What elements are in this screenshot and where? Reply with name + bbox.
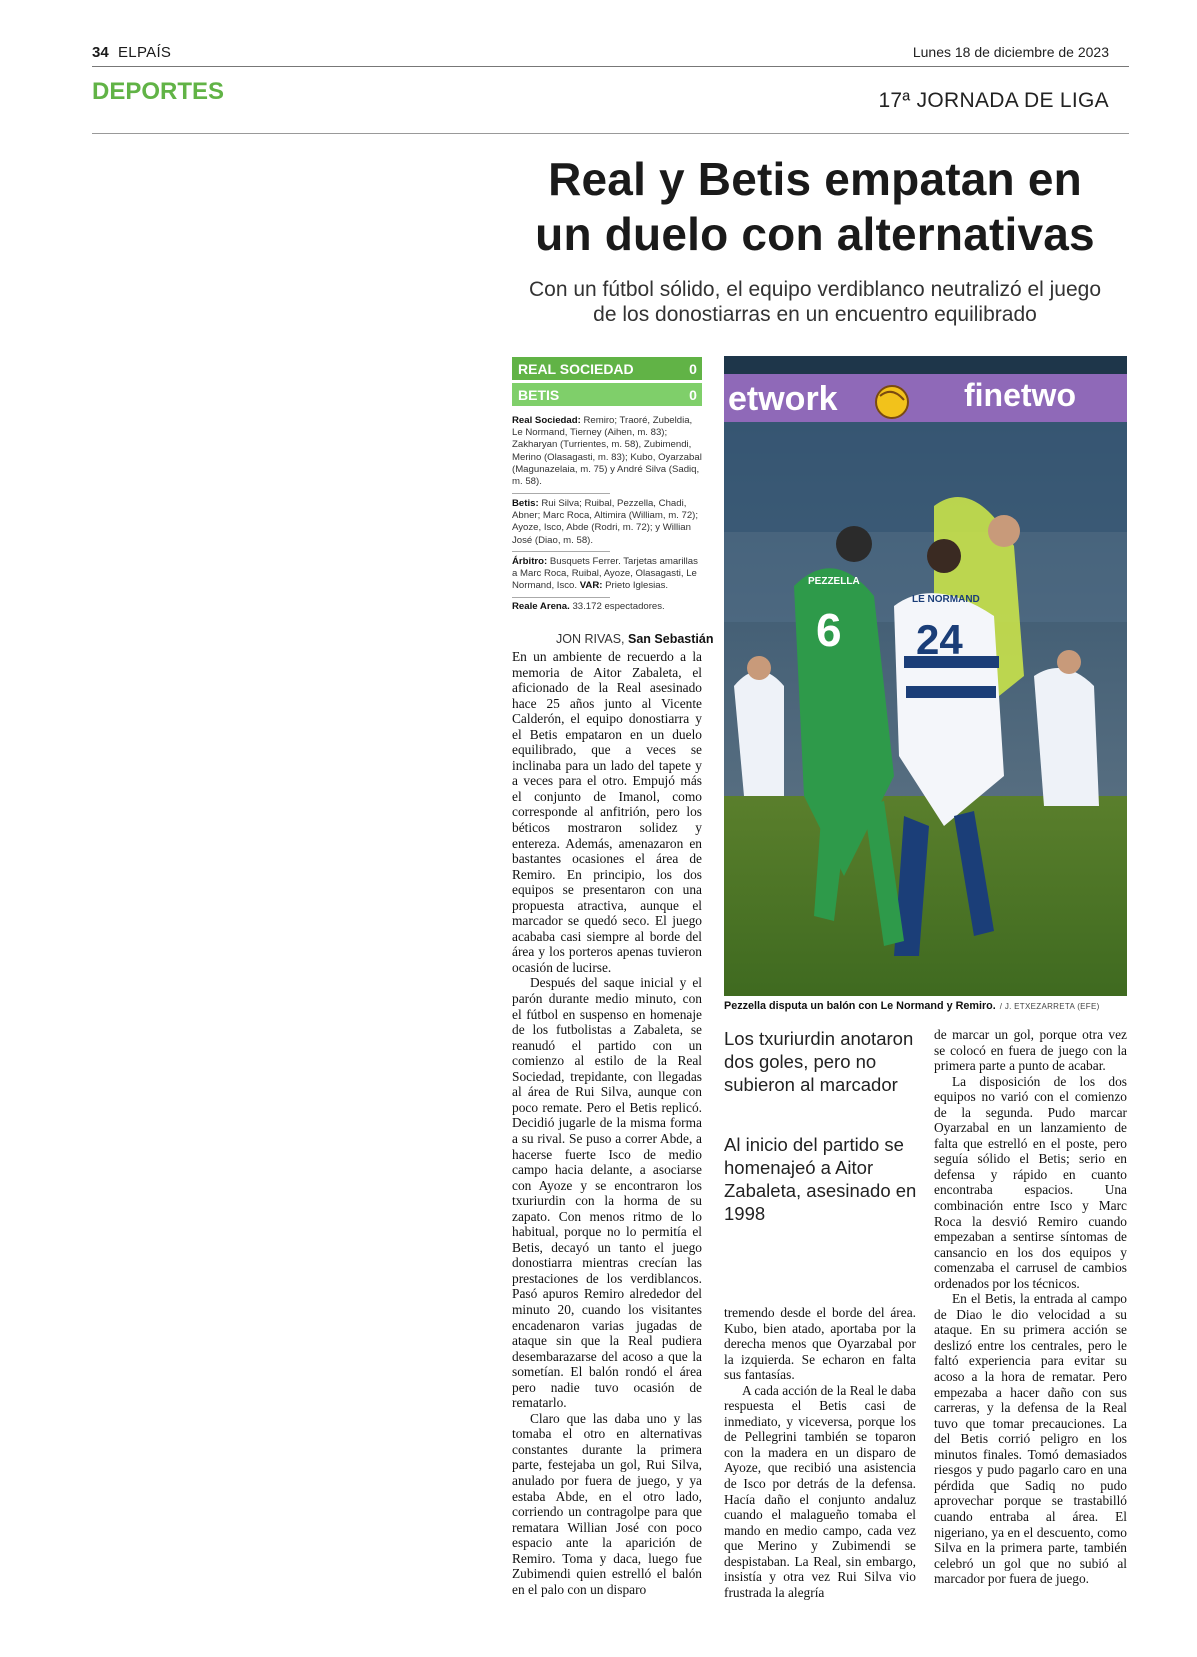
home-team-score: 0 [689, 360, 697, 377]
pull-quote-1: Los txuriurdin anotaron dos goles, pero no subieron al marcador [724, 1028, 914, 1095]
body-paragraph: Después del saque inicial y el parón durante medio minuto, con el fútbol en suspenso en homenaje de los futbolistas a Zabaleta, se reanudó el partido con un comienzo al estilo de la Real Sociedad, trepidante, con llegadas al área de Rui Silva, aunque con poco remate. Pero el Betis replicó. Decidió jugarle de la misma forma a su rival. Se puso a correr Abde, a hacerse fuerte Isco de medio campo hacia delante, a asociarse con Ayoze y se encontraron los txuriurdin con la horma de su zapato. Con menos ritmo de lo habitual, porque no lo permitía el Betis, decayó un tanto el juego donostiarra mientras crecían las prestaciones de los verdiblancos. Pasó apuros Remiro alrededor del minuto 20, cuando los visitantes encadenaron varias jugadas de ataque sin que la Real pudiera desembarazarse del acoso a que la sometían. El balón rondó el área pero nadie tuvo ocasión de rematarlo. [512, 975, 702, 1411]
lineup-divider-2 [512, 551, 610, 552]
score-row-away [512, 383, 702, 406]
home-lineup-text: Remiro; Traoré, Zubeldia, Le Normand, Tierney (Aihen, m. 83); Zakharyan (Turrientes, m. 58), Zubimendi, Merino (Olasagasti, m. 83); Kubo, Oyarzabal (Magunazelaia, m. 75) y André Silva (Sadiq, m. 58). [512, 415, 702, 488]
var-label: VAR: [579, 580, 603, 592]
body-paragraph: tremendo desde el borde del área. Kubo, bien atado, aportaba por la derecha menos que Oyarzabal por la izquierda. Se echaron en falta sus fantasías. [724, 1305, 916, 1383]
photo-banner-right: finetwo [964, 377, 1076, 413]
referee-info [512, 556, 702, 593]
match-photo [724, 356, 1127, 996]
away-lineup-label: Betis: [512, 498, 539, 509]
body-paragraph: Claro que las daba uno y las tomaba el otro en alternativas constantes durante la primera parte, festejaba un gol, Rui Silva, anulado por fuera de juego, y ya estaba Abde, en el otro lado, corriendo un contragolpe para que rematara Willian José con poco espacio ante la aparición de Remiro. Toma y daca, luego fue Zubimendi quien estrelló el balón en el palo con un disparo [512, 1410, 702, 1597]
body-paragraph: A cada acción de la Real le daba respuesta el Betis casi de inmediato, y viceversa, porque los de Pellegrini también se toparon con la madera en un disparo de Ayoze, que recibió una asistencia de Isco por detrás de la defensa. Hacía daño el conjunto andaluz cuando el malagueño tomaba el mando en medio campo, cada vez que Merino y Zubimendi se despistaban. La Real, sin embargo, insistía y otra vez Rui Silva vio frustrada la alegría [724, 1382, 916, 1600]
photo-green-shirt-number: 6 [816, 604, 842, 656]
referee-label: Árbitro: [512, 556, 548, 567]
away-lineup [512, 498, 702, 547]
photo-green-shirt-name: PEZZELLA [808, 576, 860, 587]
deck-line-2: de los donostiarras en un encuentro equilibrado [593, 303, 1037, 326]
header-rule [92, 66, 1129, 67]
body-paragraph: En el Betis, la entrada al campo de Diao le dio velocidad a su ataque. En su primera acción se deslizó entre los centrales, pero le faltó experiencia para evitar su acoso a la hora de rematar. Pero empezaba a hacer daño con sus carreras, y la defensa de la Real tuvo que tomar precauciones. La del Betis corrió peligro en los minutos finales. Tomó demasiados riesgos y pudo pagarlo caro en una pérdida que Sadiq no pudo aprovechar porque se trastabilló cuando entraba al área. El nigeriano, ya en el descuento, como Silva en la primera parte, también celebró un gol que no subió al marcador por fuera de juego. [934, 1291, 1127, 1587]
lineup-divider-1 [512, 493, 610, 494]
byline [556, 632, 713, 646]
home-team-name: REAL SOCIEDAD [518, 360, 634, 377]
body-paragraph: de marcar un gol, porque otra vez se colocó en fuera de juego con la primera parte a punto de acabar. [934, 1027, 1127, 1074]
match-photo-illustration [724, 356, 1127, 996]
deck [505, 277, 1125, 327]
photo-white-shirt-number: 24 [916, 616, 963, 663]
away-lineup-text: Rui Silva; Ruibal, Pezzella, Chadi, Abner; Marc Roca, Altimira (William, m. 72); Ayoze, Isco, Abde (Rodri, m. 72); y Willian José (Diao, m. 58). [512, 498, 699, 546]
byline-place: San Sebastián [628, 632, 714, 646]
round-label: 17ª JORNADA DE LIGA [878, 89, 1109, 112]
body-column-2 [724, 1305, 916, 1600]
deck-line-1: Con un fútbol sólido, el equipo verdiblanco neutralizó el juego [528, 278, 1102, 301]
body-column-3 [934, 1027, 1127, 1587]
byline-author: JON RIVAS, [556, 632, 625, 646]
lineup-divider-3 [512, 597, 610, 598]
section-rule [92, 133, 1129, 134]
headline-line-2: un duelo con alternativas [535, 208, 1095, 260]
referee-text: Busquets Ferrer. Tarjetas amarillas a Marc Roca, Ruibal, Ayoze, Olasagasti, Le Normand, Isco. [512, 556, 698, 592]
photo-caption [724, 1000, 1127, 1012]
body-paragraph: La disposición de los dos equipos no varió con el comienzo de la segunda. Pudo marcar Oyarzabal en un lanzamiento de falta que estrelló en el poste, pero seguía sólido el Betis; serio en defensa y rápido en cuanto encontraba espacios. Una combinación entre Isco y Marc Roca la desvió Remiro cuando empezaban a sentirse síntomas de cansancio en los dos equipos y comenzaba el carrusel de cambios ordenados por los técnicos. [934, 1073, 1127, 1291]
body-column-1 [512, 649, 702, 1597]
photo-banner-left: etwork [728, 380, 838, 418]
away-team-name: BETIS [518, 386, 560, 403]
away-team-score: 0 [689, 386, 697, 403]
home-lineup-label: Real Sociedad: [512, 415, 581, 426]
headline-line-1: Real y Betis empatan en [548, 153, 1082, 205]
newspaper-brand: ELPAÍS [118, 44, 172, 61]
home-lineup [512, 415, 702, 488]
stadium-info [512, 601, 702, 613]
issue-date: Lunes 18 de diciembre de 2023 [912, 44, 1109, 60]
stadium-label: Reale Arena. [512, 601, 570, 612]
pull-quote-2: Al inicio del partido se homenajeó a Aitor Zabaleta, asesinado en 1998 [724, 1134, 917, 1224]
photo-credit: / J. ETXEZARRETA (EFE) [999, 1002, 1100, 1011]
caption-text: Pezzella disputa un balón con Le Normand y Remiro. [724, 1000, 996, 1012]
body-paragraph: En un ambiente de recuerdo a la memoria de Aitor Zabaleta, el aficionado de la Real asesinado hace 25 años junto al Vicente Calderón, el equipo donostiarra y el Betis empataron en un duelo equilibrado, que a veces se inclinaba para un lado del tapete y a veces para el otro. Empujó más el conjunto de Imanol, como corresponde al anfitrión, pero los béticos mostraron solidez y entereza. Además, amenazaron en bastantes ocasiones el área de Remiro. En principio, los dos equipos se presentaron con una propuesta atractiva, aunque el marcador se quedó seco. El juego acababa casi siempre al borde del área y los porteros apenas tuvieron ocasión de lucirse. [512, 649, 702, 975]
headline [505, 152, 1125, 262]
score-row-home [512, 357, 702, 380]
var-text: Prieto Iglesias. [605, 580, 669, 592]
stadium-text: 33.172 espectadores. [572, 601, 665, 612]
photo-white-shirt-name: LE NORMAND [912, 594, 980, 605]
section-label: DEPORTES [92, 78, 225, 105]
page-number: 34 [92, 44, 109, 61]
